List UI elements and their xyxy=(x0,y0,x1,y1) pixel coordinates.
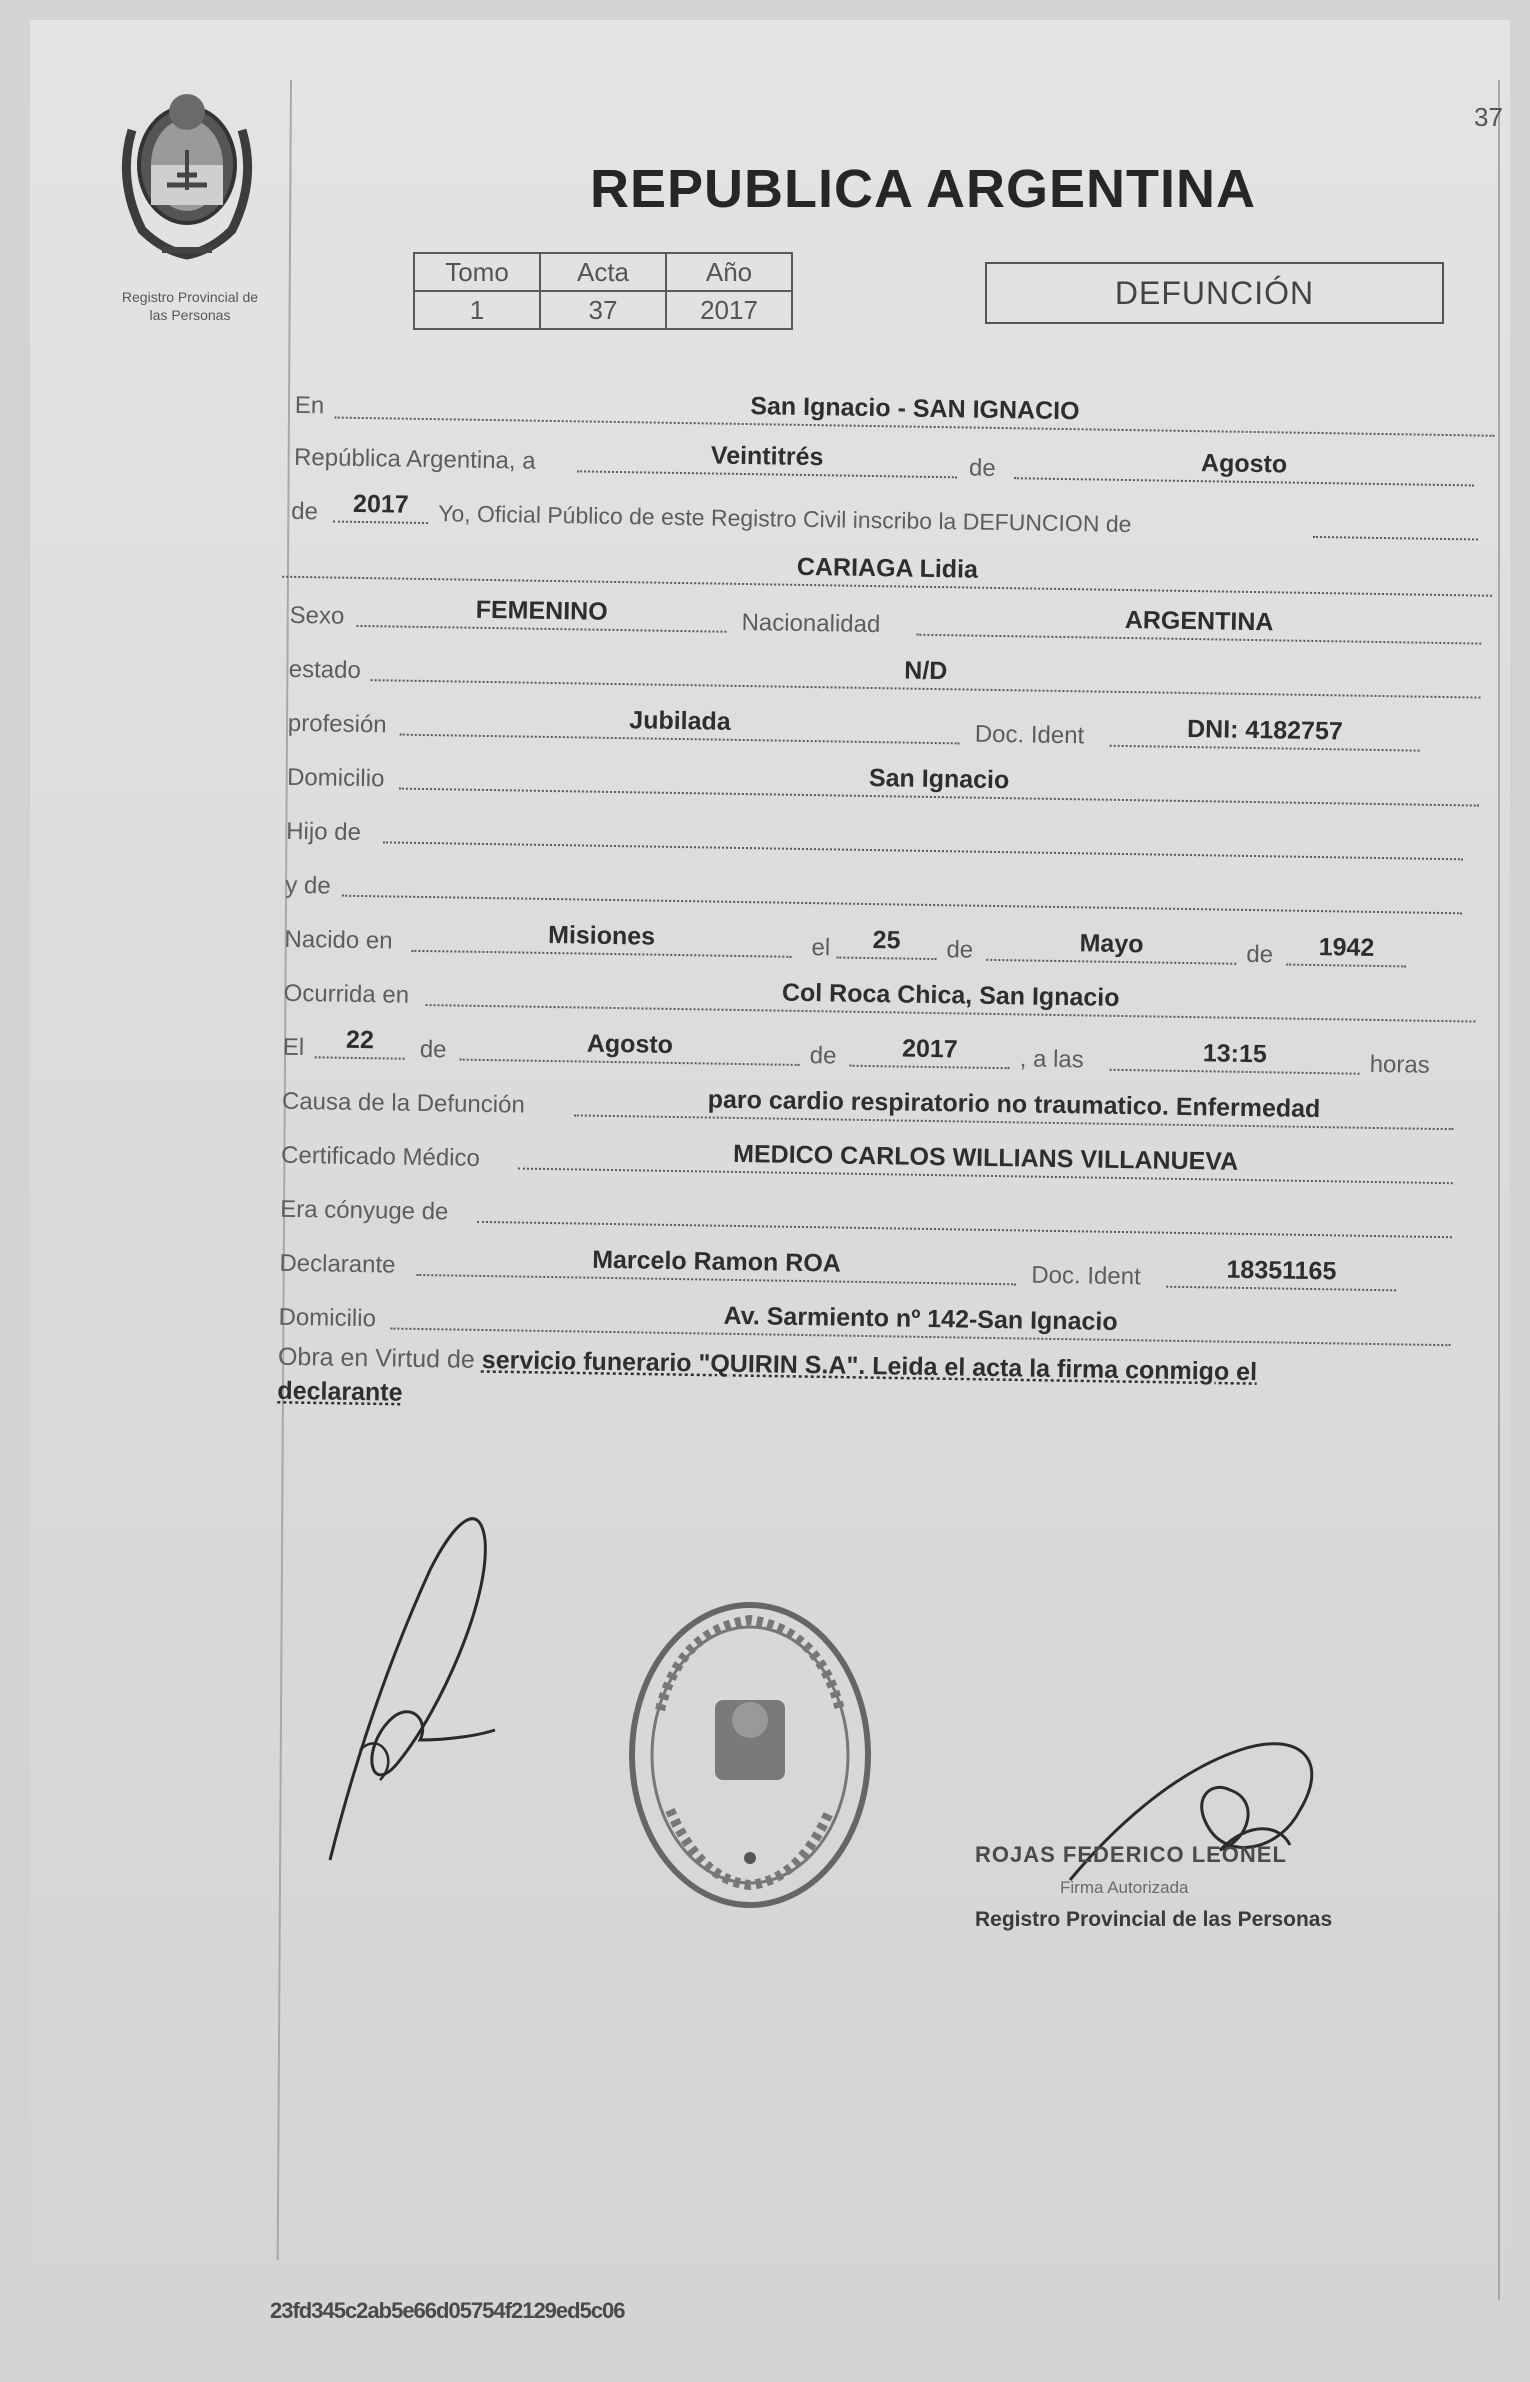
field-declarant-doc: 18351165 xyxy=(1166,1250,1397,1292)
field-death-month: Agosto xyxy=(460,1023,801,1066)
table-header-acta: Acta xyxy=(540,253,666,291)
label-doc-ident-declarant: Doc. Ident xyxy=(1031,1261,1141,1291)
field-civil-status: N/D xyxy=(371,643,1481,698)
label-domicilio-declarant: Domicilio xyxy=(278,1303,377,1333)
field-birth-month: Mayo xyxy=(986,923,1237,965)
field-certificate: MEDICO CARLOS WILLIANS VILLANUEVA xyxy=(518,1132,1453,1185)
page-number: 37 xyxy=(1474,102,1503,132)
label-el-cap: El xyxy=(282,1033,305,1062)
declarant-signature-icon xyxy=(290,1480,550,1880)
label-de-birth2: de xyxy=(1246,940,1274,969)
label-hijo-de: Hijo de xyxy=(286,817,362,847)
label-de2: de xyxy=(291,497,319,526)
field-doc-id: DNI: 4182757 xyxy=(1110,709,1421,752)
label-sexo: Sexo xyxy=(289,601,345,630)
label-el: el xyxy=(811,934,831,962)
document-hash: 23fd345c2ab5e66d05754f2129ed5c06 xyxy=(270,2298,625,2323)
field-death-place: Col Roca Chica, San Ignacio xyxy=(425,968,1475,1022)
label-de-birth: de xyxy=(946,936,974,964)
label-nacionalidad: Nacionalidad xyxy=(741,608,881,639)
field-place: San Ignacio - SAN IGNACIO xyxy=(335,381,1495,437)
field-birth-year: 1942 xyxy=(1286,928,1407,968)
field-basis: servicio funerario "QUIRIN S.A". Leida el acta la firma conmigo el xyxy=(481,1345,1258,1387)
form-fields xyxy=(30,20,1510,2360)
label-causa: Causa de la Defunción xyxy=(281,1087,525,1119)
label-de-death2: de xyxy=(809,1042,837,1070)
table-cell-acta: 37 xyxy=(540,291,666,329)
label-a-las: , a las xyxy=(1019,1045,1084,1074)
official-registry: Registro Provincial de las Personas xyxy=(975,1908,1333,1931)
label-estado: estado xyxy=(288,655,362,684)
registry-label-line1: Registro Provincial de xyxy=(121,289,259,305)
page-title: REPUBLICA ARGENTINA xyxy=(590,159,1256,219)
label-en: En xyxy=(294,391,325,420)
field-death-day: 22 xyxy=(315,1020,406,1059)
field-day-words: Veintitrés xyxy=(577,434,958,478)
field-declarant: Marcelo Ramon ROA xyxy=(416,1238,1017,1285)
field-month: Agosto xyxy=(1014,441,1475,486)
field-sex: FEMENINO xyxy=(356,589,727,633)
field-blank-row3 xyxy=(1313,500,1479,541)
label-domicilio: Domicilio xyxy=(286,763,385,793)
document-type-box: DEFUNCIÓN xyxy=(985,262,1444,324)
field-deceased-name: CARIAGA Lidia xyxy=(282,540,1492,597)
document-page xyxy=(30,20,1510,2360)
label-profesion: profesión xyxy=(287,709,387,739)
field-cause: paro cardio respiratorio no traumatico. Enfermedad xyxy=(574,1078,1454,1130)
field-nationality: ARGENTINA xyxy=(916,598,1482,645)
official-role: Firma Autorizada xyxy=(1060,1878,1189,1897)
table-cell-tomo: 1 xyxy=(414,291,540,329)
field-death-time: 13:15 xyxy=(1110,1033,1361,1075)
label-declarante: Declarante xyxy=(279,1249,396,1279)
field-spouse xyxy=(477,1185,1452,1238)
field-death-year: 2017 xyxy=(850,1029,1011,1070)
label-nacido-en: Nacido en xyxy=(284,925,393,955)
label-de: de xyxy=(968,454,996,482)
label-certificado: Certificado Médico xyxy=(280,1141,481,1172)
registry-label-line2: las Personas xyxy=(149,307,231,323)
label-doc-ident: Doc. Ident xyxy=(974,720,1085,750)
field-birth-day: 25 xyxy=(836,920,937,960)
label-ocurrida-en: Ocurrida en xyxy=(283,979,410,1009)
official-name: ROJAS FEDERICO LEONEL xyxy=(975,1842,1287,1867)
field-year: 2017 xyxy=(333,485,429,524)
official-seal-icon xyxy=(620,1590,880,1920)
field-profession: Jubilada xyxy=(400,698,961,745)
label-conyuge: Era cónyuge de xyxy=(280,1195,449,1226)
table-header-tomo: Tomo xyxy=(414,253,540,291)
table-header-ano: Año xyxy=(666,253,792,291)
label-oficial: Yo, Oficial Público de este Registro Civil inscribo la DEFUNCION de xyxy=(438,500,1132,538)
label-de-death: de xyxy=(419,1035,447,1064)
field-birth-place: Misiones xyxy=(411,914,792,958)
field-address: San Ignacio xyxy=(399,752,1479,807)
field-declarant-address: Av. Sarmiento nº 142-San Ignacio xyxy=(390,1292,1450,1347)
table-cell-ano: 2017 xyxy=(666,291,792,329)
label-obra: Obra en Virtud de xyxy=(277,1342,476,1374)
basis-paragraph xyxy=(277,1340,1468,1427)
label-y-de: y de xyxy=(285,871,331,900)
label-republica: República Argentina, a xyxy=(293,443,536,475)
field-father xyxy=(383,805,1463,860)
label-horas: horas xyxy=(1369,1050,1430,1079)
field-basis-2: declarante xyxy=(277,1376,403,1407)
field-mother xyxy=(342,859,1462,915)
